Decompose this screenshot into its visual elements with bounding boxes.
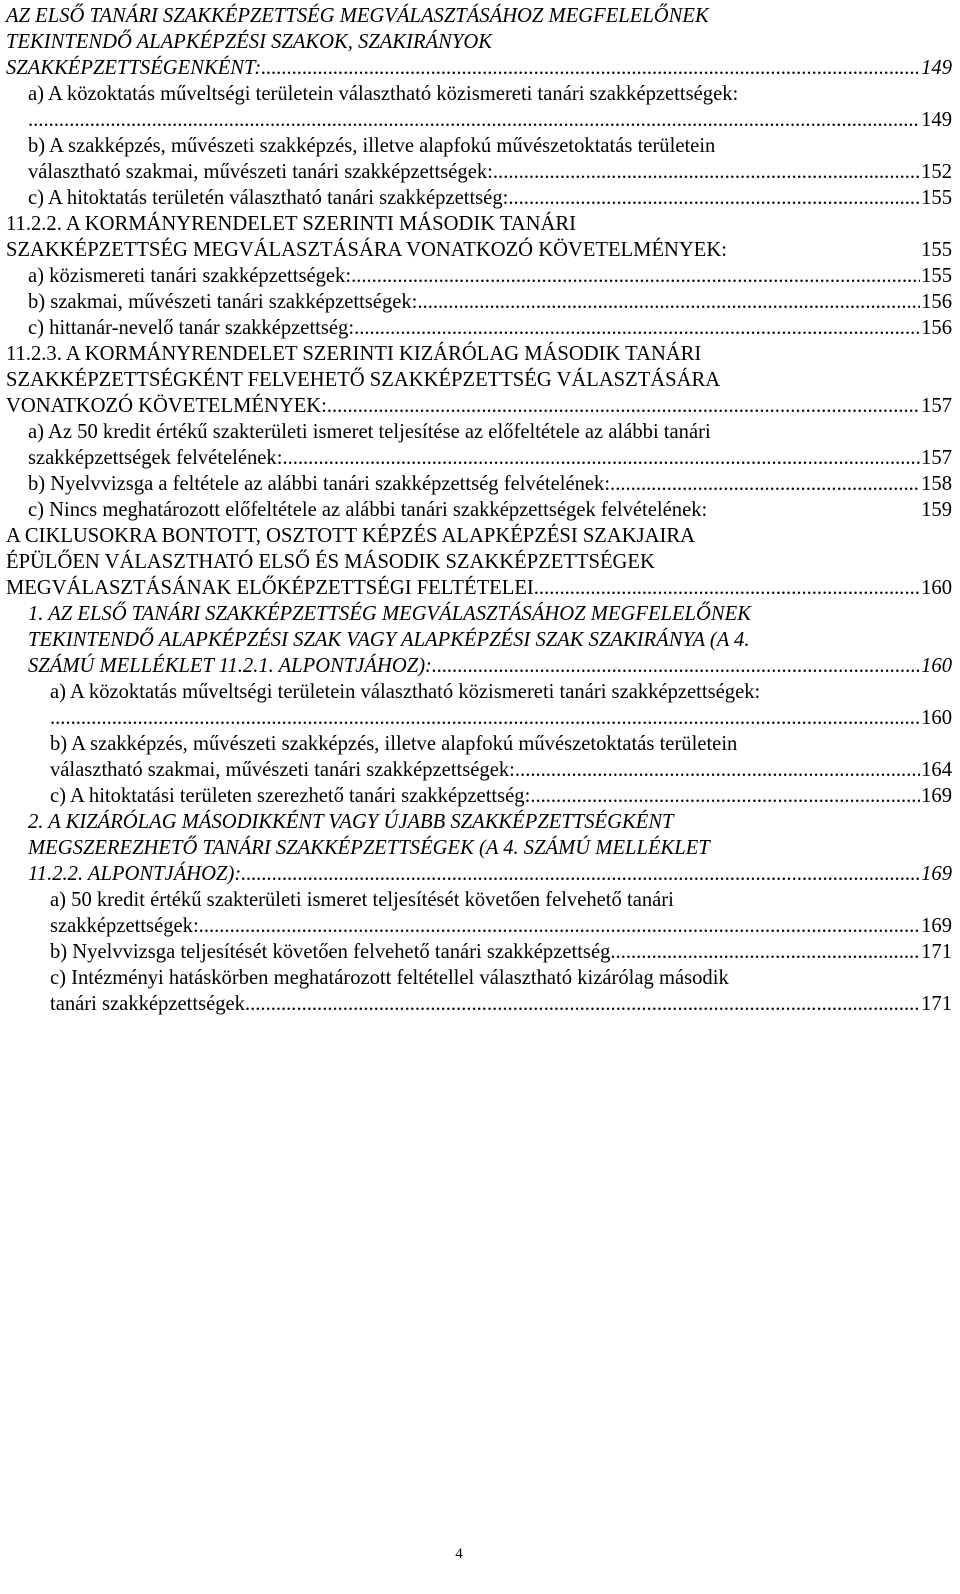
toc-entry[interactable] <box>6 341 952 419</box>
toc-entry-text-line: a) Az 50 kredit értékű szakterületi ismeret teljesítése az előfeltétele az alábbi tanári <box>28 421 711 443</box>
toc-entry-text-line: a) 50 kredit értékű szakterületi ismeret teljesítését követően felvehető tanári <box>50 889 674 911</box>
toc-page-number: 160 <box>921 707 952 729</box>
toc-entry-text-line: c) Intézményi hatáskörben meghatározott feltétellel választható kizárólag második <box>50 967 729 989</box>
toc-entry-final-line <box>50 939 952 965</box>
toc-entry-final-line <box>28 861 952 887</box>
toc-page-number: 169 <box>921 785 952 807</box>
toc-page-number: 149 <box>921 57 952 79</box>
toc-entry-text-line: 2. A KIZÁRÓLAG MÁSODIKKÉNT VAGY ÚJABB SZAKKÉPZETTSÉGKÉNT <box>28 811 674 833</box>
toc-page-number: 157 <box>921 395 952 417</box>
toc-entry-title: b) szakmai, művészeti tanári szakképzettségek: <box>28 291 418 313</box>
dot-leader <box>493 159 920 185</box>
toc-entry-title: szakképzettségek: <box>50 915 199 937</box>
dot-leader <box>508 185 920 211</box>
toc-entry[interactable] <box>6 939 952 965</box>
toc-entry-text-line: 11.2.3. A KORMÁNYRENDELET SZERINTI KIZÁRÓLAG MÁSODIK TANÁRI <box>6 343 702 365</box>
toc-page-number: 158 <box>921 473 952 495</box>
dot-leader <box>28 107 920 133</box>
toc-entry-title: SZAKKÉPZETTSÉGENKÉNT: <box>6 57 262 79</box>
dot-leader <box>245 991 920 1017</box>
toc-entry-title: c) A hitoktatás területén választható tanári szakképzettség: <box>28 187 509 209</box>
toc-entry-final-line <box>28 471 952 497</box>
toc-entry[interactable] <box>6 601 952 679</box>
toc-entry-text-line: A CIKLUSOKRA BONTOTT, OSZTOTT KÉPZÉS ALAPKÉPZÉSI SZAKJAIRA <box>6 525 695 547</box>
toc-entry-final-line <box>28 263 952 289</box>
dot-leader <box>610 939 920 965</box>
toc-entry-title: szakképzettségek felvételének: <box>28 447 283 469</box>
toc-entry-title: SZAKKÉPZETTSÉG MEGVÁLASZTÁSÁRA VONATKOZÓ KÖVETELMÉNYEK: <box>6 239 727 261</box>
toc-entry[interactable] <box>6 809 952 887</box>
toc-entry[interactable] <box>6 289 952 315</box>
toc-entry-text-line: AZ ELSŐ TANÁRI SZAKKÉPZETTSÉG MEGVÁLASZTÁSÁHOZ MEGFELELŐNEK <box>6 5 709 27</box>
toc-page-number: 156 <box>921 291 952 313</box>
toc-entry-text-line: MEGSZEREZHETŐ TANÁRI SZAKKÉPZETTSÉGEK (A 4. SZÁMÚ MELLÉKLET <box>28 837 710 859</box>
toc-entry-final-line <box>28 185 952 211</box>
toc-entry-title: 11.2.2. ALPONTJÁHOZ): <box>28 863 242 885</box>
toc-entry-final-line <box>50 913 952 939</box>
toc-page-number: 155 <box>921 187 952 209</box>
toc-entry-final-line <box>50 757 952 783</box>
dot-leader <box>417 289 920 315</box>
toc-entry-final-line <box>28 497 952 523</box>
toc-entry-title: a) közismereti tanári szakképzettségek: <box>28 265 352 287</box>
toc-entry[interactable] <box>6 263 952 289</box>
toc-entry-title: választható szakmai, művészeti tanári szakképzettségek: <box>28 161 493 183</box>
toc-page-number: 171 <box>921 941 952 963</box>
toc-entry-text-line: TEKINTENDŐ ALAPKÉPZÉSI SZAKOK, SZAKIRÁNYOK <box>6 31 492 53</box>
dot-leader <box>261 55 920 81</box>
dot-leader <box>354 315 920 341</box>
dot-leader <box>530 783 920 809</box>
toc-entry-text-line: ÉPÜLŐEN VÁLASZTHATÓ ELSŐ ÉS MÁSODIK SZAKKÉPZETTSÉGEK <box>6 551 655 573</box>
toc-entry-final-line <box>28 315 952 341</box>
toc-entry[interactable] <box>6 315 952 341</box>
toc-entry-text-line: b) A szakképzés, művészeti szakképzés, illetve alapfokú művészetoktatás területein <box>28 135 716 157</box>
toc-entry-final-line <box>28 653 952 679</box>
toc-page-number: 152 <box>921 161 952 183</box>
toc-entry-text-line: a) A közoktatás műveltségi területein választható közismereti tanári szakképzettségek: <box>50 681 761 703</box>
page-number: 4 <box>455 1546 463 1562</box>
toc-entry-title: választható szakmai, művészeti tanári szakképzettségek: <box>50 759 515 781</box>
toc-page-number: 155 <box>921 239 952 261</box>
toc-page-number: 169 <box>921 863 952 885</box>
toc-entry[interactable] <box>6 679 952 731</box>
toc-entry-title: b) Nyelvvizsga a feltétele az alábbi tanári szakképzettség felvételének: <box>28 473 611 495</box>
toc-entry[interactable] <box>6 497 952 523</box>
toc-entry[interactable] <box>6 133 952 185</box>
toc-entry-final-line <box>6 55 952 81</box>
toc-page-number: 169 <box>921 915 952 937</box>
toc-page-number: 159 <box>921 499 952 521</box>
toc-entry-final-line <box>28 445 952 471</box>
toc-entry-final-line <box>6 575 952 601</box>
toc-entry[interactable] <box>6 185 952 211</box>
toc-entry-text-line: a) A közoktatás műveltségi területein választható közismereti tanári szakképzettségek: <box>28 83 739 105</box>
dot-leader <box>515 757 920 783</box>
toc-page-number: 171 <box>921 993 952 1015</box>
dot-leader <box>327 393 920 419</box>
toc-entry[interactable] <box>6 3 952 81</box>
toc-page-number: 157 <box>921 447 952 469</box>
toc-entry-final-line <box>6 393 952 419</box>
dot-leader <box>610 471 920 497</box>
toc-entry-text-line: 11.2.2. A KORMÁNYRENDELET SZERINTI MÁSODIK TANÁRI <box>6 213 577 235</box>
toc-entry-title: SZÁMÚ MELLÉKLET 11.2.1. ALPONTJÁHOZ): <box>28 655 432 677</box>
toc-entry-text-line: SZAKKÉPZETTSÉGKÉNT FELVEHETŐ SZAKKÉPZETTSÉG VÁLASZTÁSÁRA <box>6 369 721 391</box>
toc-entry[interactable] <box>6 523 952 601</box>
dot-leader <box>351 263 920 289</box>
dot-leader <box>432 653 920 679</box>
toc-entry-final-line <box>50 783 952 809</box>
toc-entry-title: c) A hitoktatási területen szerezhető tanári szakképzettség: <box>50 785 531 807</box>
toc-page-number: 160 <box>921 655 952 677</box>
toc-entry-final-line <box>6 237 952 263</box>
toc-entry[interactable] <box>6 731 952 783</box>
toc-entry-text-line: TEKINTENDŐ ALAPKÉPZÉSI SZAK VAGY ALAPKÉPZÉSI SZAK SZAKIRÁNYA (A 4. <box>28 629 750 651</box>
dot-leader <box>534 575 920 601</box>
toc-entry[interactable] <box>6 81 952 133</box>
toc-entry-final-line <box>50 991 952 1017</box>
toc-entry-title: b) Nyelvvizsga teljesítését követően felvehető tanári szakképzettség <box>50 941 611 963</box>
toc-page-number: 160 <box>921 577 952 599</box>
toc-entry-title: tanári szakképzettségek <box>50 993 245 1015</box>
toc-entry[interactable] <box>6 211 952 263</box>
toc-page-number: 155 <box>921 265 952 287</box>
toc-entry-text-line: b) A szakképzés, művészeti szakképzés, illetve alapfokú művészetoktatás területein <box>50 733 738 755</box>
dot-leader <box>282 445 920 471</box>
toc-entry-title: c) hittanár-nevelő tanár szakképzettség: <box>28 317 355 339</box>
toc-entry[interactable] <box>6 471 952 497</box>
dot-leader <box>199 913 920 939</box>
toc-entry-final-line <box>50 705 952 731</box>
dot-leader <box>241 861 920 887</box>
toc-entry[interactable] <box>6 965 952 1017</box>
toc-entry-title: VONATKOZÓ KÖVETELMÉNYEK: <box>6 395 327 417</box>
table-of-contents <box>6 3 952 1017</box>
toc-entry-final-line <box>28 289 952 315</box>
toc-page-number: 164 <box>921 759 952 781</box>
toc-entry[interactable] <box>6 887 952 939</box>
dot-leader <box>50 705 920 731</box>
toc-entry-title: MEGVÁLASZTÁSÁNAK ELŐKÉPZETTSÉGI FELTÉTELEI <box>6 577 534 599</box>
toc-page-number: 156 <box>921 317 952 339</box>
toc-entry-text-line: 1. AZ ELSŐ TANÁRI SZAKKÉPZETTSÉG MEGVÁLASZTÁSÁHOZ MEGFELELŐNEK <box>28 603 751 625</box>
toc-entry-title: c) Nincs meghatározott előfeltétele az alábbi tanári szakképzettségek felvételének: <box>28 499 708 521</box>
toc-entry-final-line <box>28 159 952 185</box>
toc-entry-final-line <box>28 107 952 133</box>
toc-entry[interactable] <box>6 783 952 809</box>
toc-page-number: 149 <box>921 109 952 131</box>
toc-entry[interactable] <box>6 419 952 471</box>
